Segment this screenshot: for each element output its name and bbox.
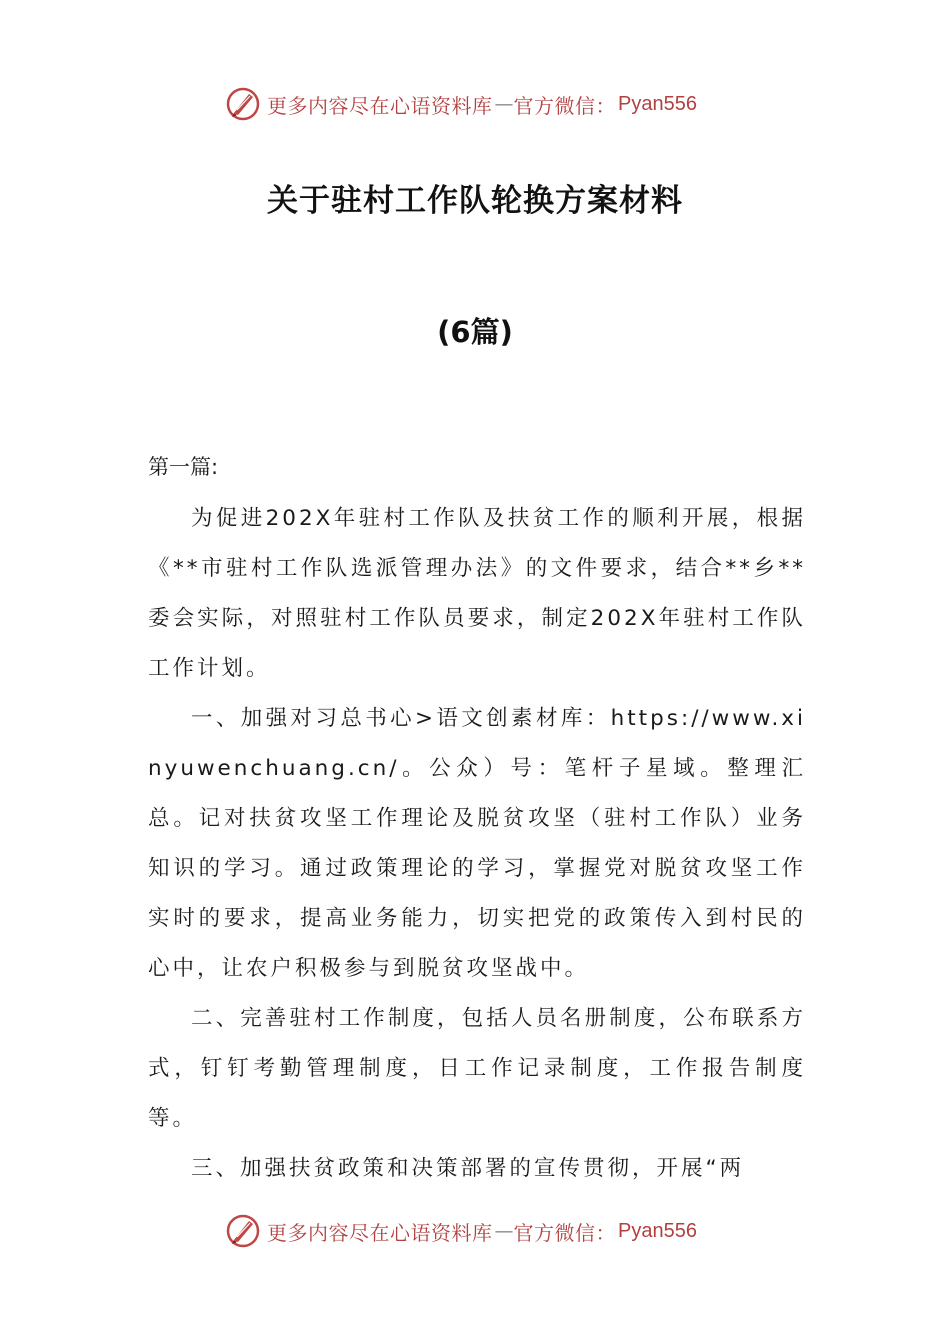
- section-label: 第一篇:: [148, 455, 219, 479]
- body-paragraph-4: 三、加强扶贫政策和决策部署的宣传贯彻，开展“两: [191, 1156, 745, 1181]
- header-wechat-label: 官方微信：: [513, 93, 616, 118]
- header-dash: —: [494, 93, 514, 115]
- document-body: [148, 494, 806, 1194]
- footer-wechat-id: Pyan556: [618, 1219, 697, 1242]
- footer-banner: [225, 1211, 697, 1251]
- document-subtitle: (6篇): [437, 315, 513, 349]
- body-paragraph-2: 一、加强对习总书心>语文创素材库：https://www.xinyuwenchuang.cn/。公众）号：笔杆子星域。整理汇总。记对扶贫攻坚工作理论及脱贫攻坚（驻村工作队）业务知识的学习。通过政策理论的学习，掌握党对脱贫攻坚工作实时的要求，提高业务能力，切实把党的政策传入到村民的心中，让农户积极参与到脱贫攻坚战中。: [148, 706, 806, 981]
- quill-pen-logo-icon: [225, 1213, 261, 1249]
- body-paragraph-1: 为促进202X年驻村工作队及扶贫工作的顺利开展，根据《**市驻村工作队选派管理办法》的文件要求，结合**乡**委会实际，对照驻村工作队员要求，制定202X年驻村工作队工作计划。: [148, 506, 806, 681]
- quill-pen-logo-icon: [225, 86, 261, 122]
- header-wechat-id: Pyan556: [618, 92, 697, 115]
- header-slogan: 更多内容尽在心语资料库: [267, 93, 493, 118]
- footer-slogan: 更多内容尽在心语资料库: [267, 1220, 493, 1245]
- body-paragraph-3: 二、完善驻村工作制度，包括人员名册制度，公布联系方式，钉钉考勤管理制度，日工作记录制度，工作报告制度等。: [148, 1006, 806, 1131]
- footer-dash: —: [494, 1220, 514, 1242]
- document-title: 关于驻村工作队轮换方案材料: [267, 183, 683, 219]
- footer-wechat-label: 官方微信：: [513, 1220, 616, 1245]
- header-banner: [225, 84, 697, 124]
